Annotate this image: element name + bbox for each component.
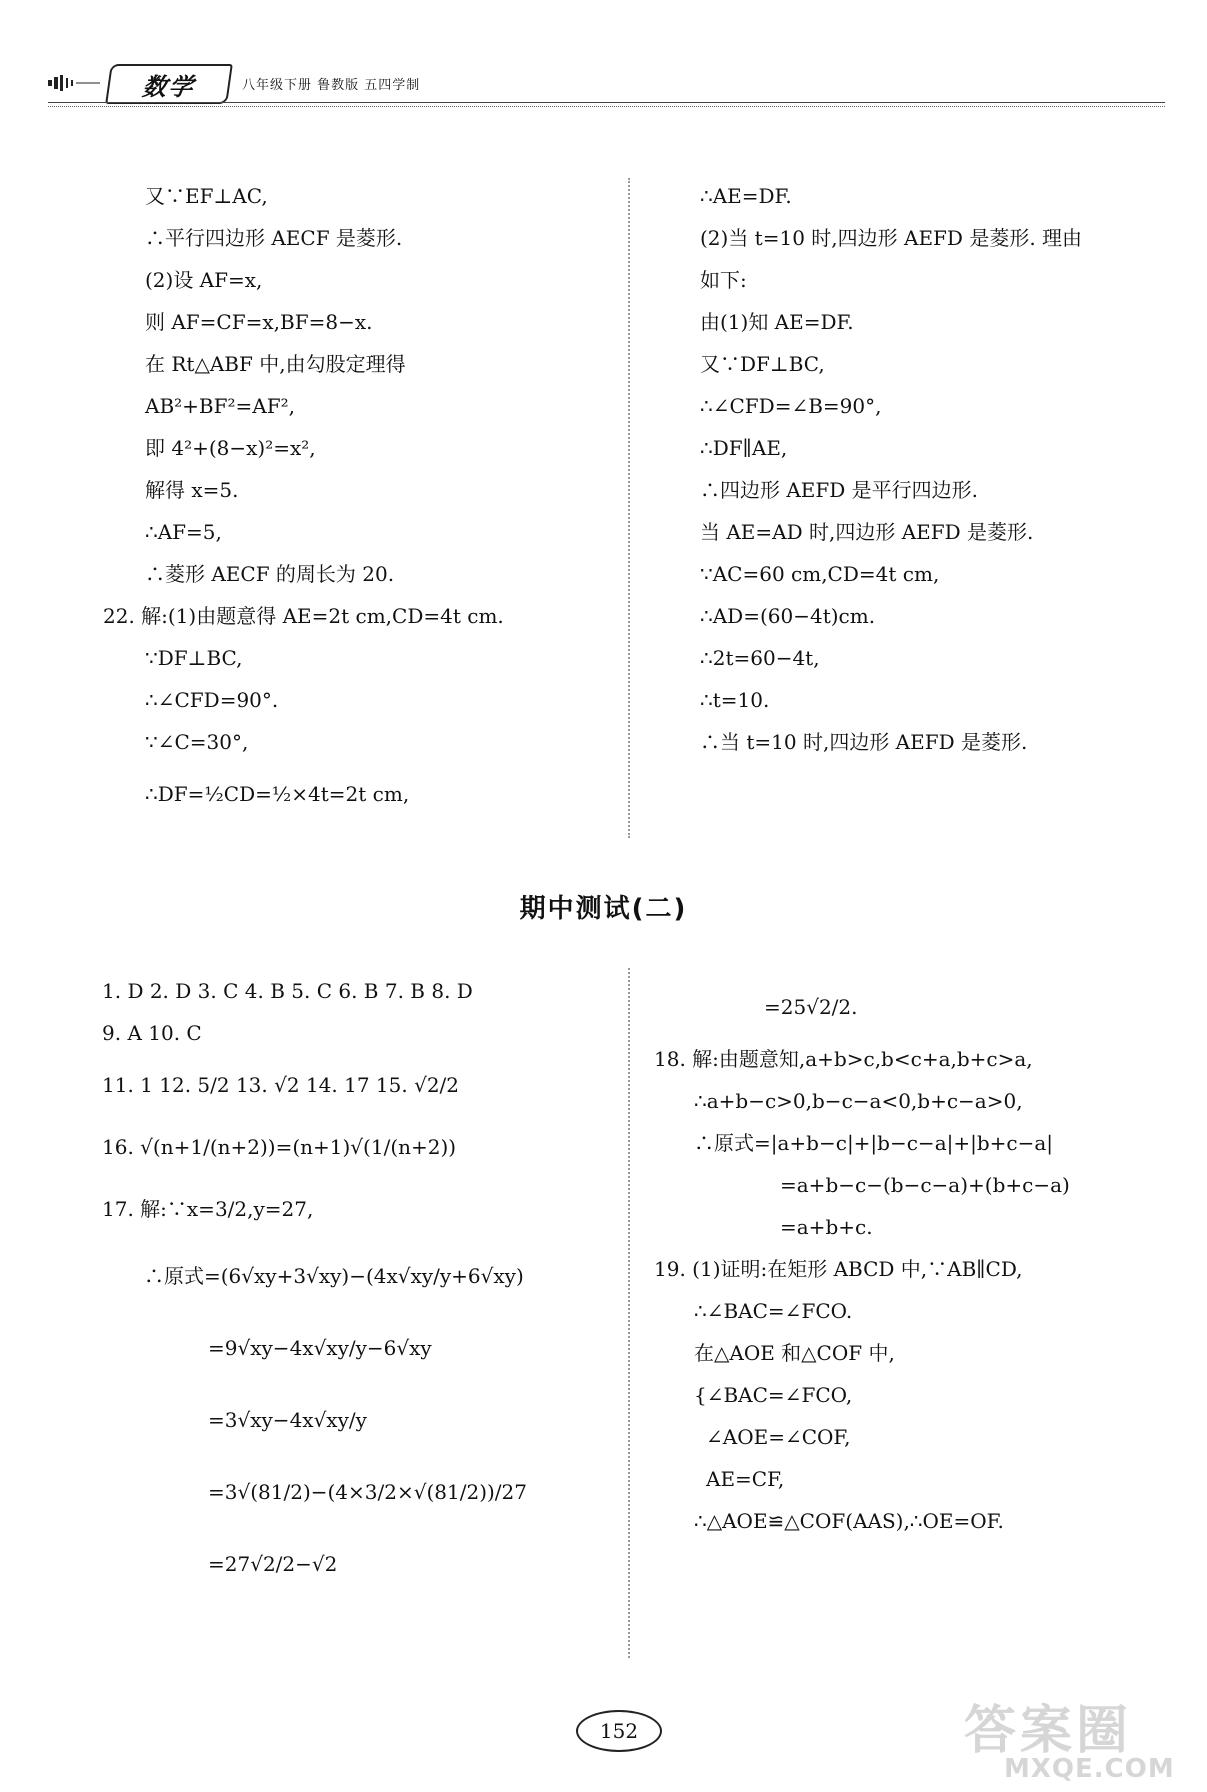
- text-line: ∴AF=5,: [145, 520, 222, 544]
- question-19: 19. (1)证明:在矩形 ABCD 中,∵AB∥CD,: [654, 1257, 1023, 1281]
- math-step: =a+b+c.: [780, 1215, 873, 1239]
- text-line: ∴DF∥AE,: [700, 436, 788, 460]
- text-line: ∴菱形 AECF 的周长为 20.: [145, 562, 395, 586]
- text-line: 如下:: [700, 268, 747, 292]
- subject-logo: 数学: [105, 64, 233, 104]
- text-line: ∵AC=60 cm,CD=4t cm,: [700, 562, 940, 586]
- text-line: (2)当 t=10 时,四边形 AEFD 是菱形. 理由: [700, 226, 1083, 250]
- text-line: ∴AD=(60−4t)cm.: [700, 604, 876, 628]
- text-line: ∴平行四边形 AECF 是菱形.: [145, 226, 403, 250]
- system-line: ∠AOE=∠COF,: [706, 1425, 851, 1449]
- text-line: ∴∠CFD=90°.: [145, 688, 279, 712]
- math-step: =3√(81/2)−(4×3/2×√(81/2))/27: [208, 1480, 527, 1504]
- text-line: ∴DF=½CD=½×4t=2t cm,: [145, 782, 410, 806]
- question-22: 22. 解:(1)由题意得 AE=2t cm,CD=4t cm.: [103, 604, 504, 628]
- bottom-column-divider: [628, 968, 630, 1658]
- watermark: [952, 1688, 1192, 1788]
- text-line: ∴AE=DF.: [700, 184, 792, 208]
- math-step: ∴原式=(6√xy+3√xy)−(4x√xy/y+6√xy): [144, 1264, 524, 1288]
- header-dotted-rule: [48, 106, 1165, 107]
- math-step: =a+b−c−(b−c−a)+(b+c−a): [780, 1173, 1070, 1197]
- math-step: ∴原式=|a+b−c|+|b−c−a|+|b+c−a|: [694, 1131, 1054, 1155]
- header-rule: [48, 102, 1165, 103]
- top-right-column: [700, 175, 1082, 763]
- text-line: AB²+BF²=AF²,: [145, 394, 295, 418]
- page-header: [48, 62, 1165, 108]
- text-line: ∴四边形 AEFD 是平行四边形.: [700, 478, 979, 502]
- text-line: 由(1)知 AE=DF.: [700, 310, 854, 334]
- math-step: 在△AOE 和△COF 中,: [694, 1341, 895, 1365]
- math-step: =9√xy−4x√xy/y−6√xy: [208, 1336, 432, 1360]
- watermark-line1: 答案圈: [964, 1701, 1133, 1761]
- math-step: =27√2/2−√2: [208, 1552, 338, 1576]
- text-line: ∴当 t=10 时,四边形 AEFD 是菱形.: [700, 730, 1028, 754]
- question-17: 17. 解:∵x=3/2,y=27,: [102, 1197, 314, 1221]
- text-line: 又∵EF⊥AC,: [145, 184, 268, 208]
- text-line: 解得 x=5.: [145, 478, 239, 502]
- text-line: 即 4²+(8−x)²=x²,: [145, 436, 316, 460]
- system-line: AE=CF,: [706, 1467, 785, 1491]
- math-step: ∴a+b−c>0,b−c−a<0,b+c−a>0,: [694, 1089, 1023, 1113]
- top-column-divider: [628, 178, 630, 838]
- answers-row: 11. 1 12. 5/2 13. √2 14. 17 15. √2/2: [102, 1073, 460, 1097]
- math-step: ∴∠BAC=∠FCO.: [694, 1299, 853, 1323]
- text-line: ∴2t=60−4t,: [700, 646, 820, 670]
- math-step: ∴△AOE≌△COF(AAS),∴OE=OF.: [694, 1509, 1004, 1533]
- math-step: =25√2/2.: [764, 995, 858, 1019]
- text-line: 当 AE=AD 时,四边形 AEFD 是菱形.: [700, 520, 1034, 544]
- page-number: 152: [576, 1710, 662, 1752]
- text-line: 又∵DF⊥BC,: [700, 352, 825, 376]
- text-line: 在 Rt△ABF 中,由勾股定理得: [145, 352, 406, 376]
- question-18: 18. 解:由题意知,a+b>c,b<c+a,b+c>a,: [654, 1047, 1033, 1071]
- answers-row: 9. A 10. C: [102, 1021, 202, 1045]
- text-line: ∴∠CFD=∠B=90°,: [700, 394, 882, 418]
- text-line: ∵DF⊥BC,: [145, 646, 243, 670]
- question-16: 16. √(n+1/(n+2))=(n+1)√(1/(n+2)): [102, 1135, 457, 1159]
- book-meta: 八年级下册 鲁教版 五四学制: [242, 78, 421, 93]
- bottom-left-column: [102, 970, 527, 1600]
- text-line: (2)设 AF=x,: [145, 268, 263, 292]
- system-line: {∠BAC=∠FCO,: [694, 1383, 853, 1407]
- top-left-column: [103, 175, 504, 825]
- math-step: =3√xy−4x√xy/y: [208, 1408, 367, 1432]
- section-title: 期中测试(二): [519, 894, 688, 924]
- answers-row: 1. D 2. D 3. C 4. B 5. C 6. B 7. B 8. D: [102, 979, 473, 1003]
- text-line: ∵∠C=30°,: [145, 730, 249, 754]
- text-line: 则 AF=CF=x,BF=8−x.: [145, 310, 373, 334]
- bottom-right-column: [654, 976, 1070, 1542]
- watermark-line2: MXQE.COM: [1004, 1754, 1175, 1784]
- header-decoration-icon: [48, 74, 100, 92]
- text-line: ∴t=10.: [700, 688, 770, 712]
